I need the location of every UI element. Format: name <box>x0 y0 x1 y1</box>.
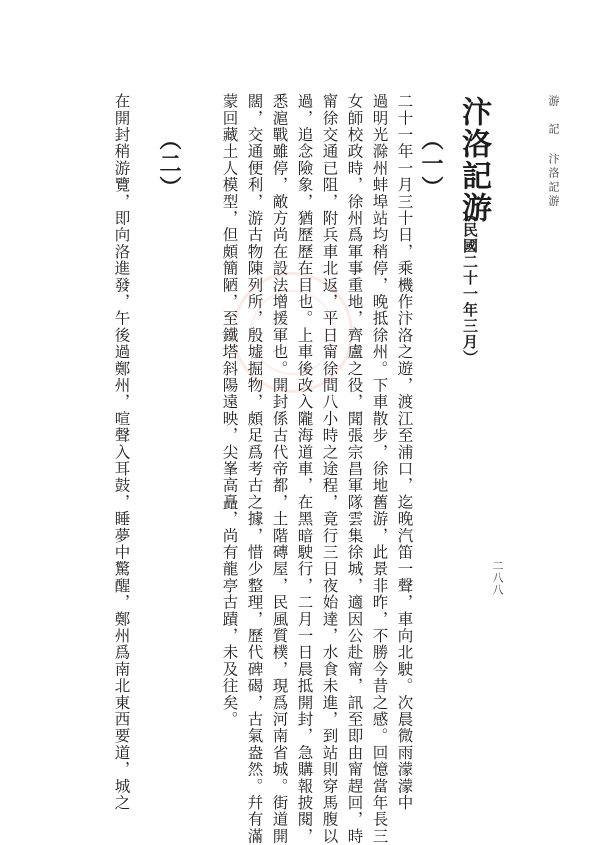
text-column: 蒙回藏土人模型，但頗簡陋，至鐵塔斜陽遠映，尖峯高矗，尚有龍亭古蹟，未及往矣。 <box>220 93 239 728</box>
page-subtitle: （民國二十一年三月） <box>461 206 479 366</box>
text-column: 二十一年一月三十日，乘機作汴洛之遊，渡江至浦口，迄晚汽笛一聲，車向北駛。次晨微雨濛濛中 <box>395 93 414 812</box>
running-header <box>548 95 559 209</box>
text-column: 闊，交通便利，游古物陳列所，殷墟掘物，頗足爲考古之據，惜少整理，歷代碑碣，古氣盎然。幷有滿 <box>245 93 264 845</box>
section-1-heading: （一） <box>418 128 444 200</box>
page-number: 二八八 <box>491 560 504 596</box>
text-column: 女師校政時，徐州爲軍事重地，齊盧之役，聞張宗昌軍隊雲集徐城，適因公赴甯，訊至即由甯趕回，時 <box>345 93 364 845</box>
running-header-part2: 汴洛記游 <box>547 153 560 209</box>
text-column: 甯徐交通已阻，附兵車北返，平日甯徐間八小時之途程，竟行三日夜始達，水食未進，到站則穿馬腹以 <box>320 93 339 845</box>
text-column: 悉滬戰雖停，敵方尚在設法增援軍也。開封係古代帝都，土階磚屋，民風質樸，現爲河南省城。街道開 <box>270 93 289 845</box>
page-title: 汴洛記游 <box>456 96 491 224</box>
text-column: 在開封稍游覽，即向洛進發，午後過鄭州，喧聲入耳鼓，睡夢中驚醒，鄭州爲南北東西要道，城之 <box>112 93 131 812</box>
text-column: 過，追念險象，猶歷歷在目也。上車後改入隴海道車，在黑暗駛行，二月一日晨抵開封，急購報披閱， <box>295 93 314 845</box>
text-column: 過明光滁州蚌埠站均稍停，晚抵徐州。下車散步，徐地舊游，此景非昨，不勝今昔之感。回憶當年長三 <box>370 93 389 845</box>
running-header-part1: 游 記 <box>547 95 560 137</box>
section-2-heading: （二） <box>156 128 182 200</box>
